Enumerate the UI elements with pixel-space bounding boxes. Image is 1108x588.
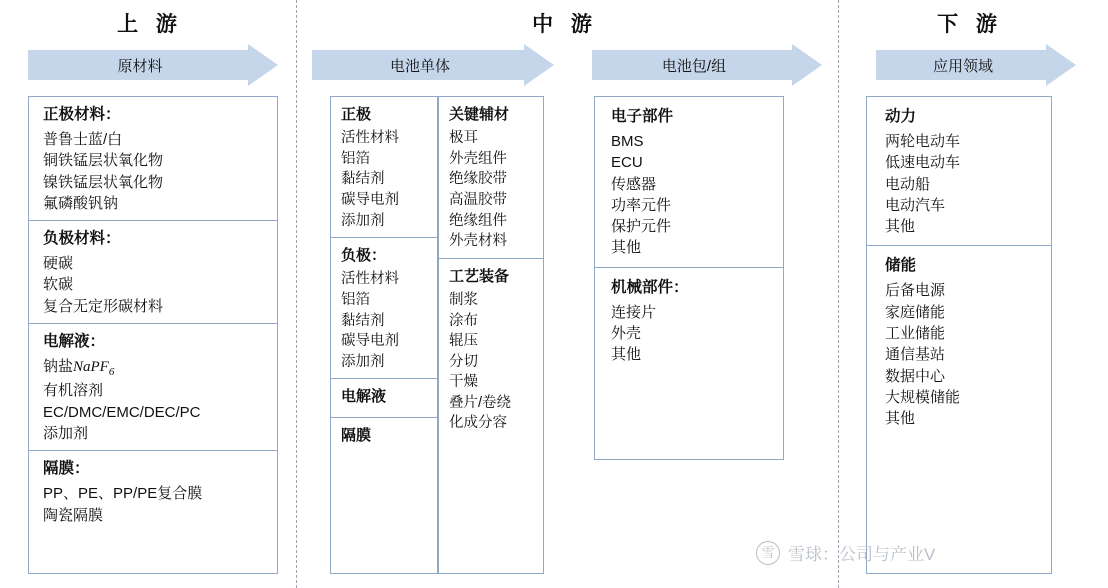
arrow-raw-material [28,44,278,86]
section-title: 电解液： [43,332,106,350]
arrow-head [524,44,554,86]
section-title: 负极材料： [43,230,121,248]
section-mechanical-components [595,267,783,374]
section-anode-material [29,220,277,323]
watermark-logo-icon: 雪 [756,541,780,565]
list-item: 其他 [885,410,916,428]
list-item: 添加剂 [341,212,385,229]
list-item: 其他 [885,218,916,236]
list-item: 其他 [611,239,642,257]
section-key-auxiliary-materials [439,97,543,258]
section-title: 储能 [885,257,917,275]
list-item: EC/DMC/EMC/DEC/PC [43,403,201,421]
section-electrolyte [29,323,277,450]
list-item: 铝箔 [341,291,370,308]
list-item: 工业储能 [885,324,946,342]
section-power-application [867,97,1051,245]
list-item: 制浆 [449,291,478,308]
list-item: 铜铁锰层状氧化物 [43,152,164,170]
section-title: 隔膜： [43,460,90,478]
list-item: 活性材料 [341,271,399,288]
section-title: 工艺装备 [449,267,510,285]
list-item: 极耳 [449,130,478,147]
arrow-head [248,44,278,86]
section-title: 动力 [885,108,917,125]
list-item: 碳导电剂 [341,191,399,208]
watermark [756,540,935,565]
list-item: 叠片/卷绕 [449,394,512,411]
list-item: 涂布 [449,312,478,329]
arrow-head [792,44,822,86]
list-item: 干燥 [449,374,478,391]
section-cell-anode [331,237,437,378]
section-title: 正极 [341,106,372,123]
panel-cell-components [330,96,438,574]
list-item: 电动船 [885,175,931,193]
list-item: 辊压 [449,333,478,350]
list-item: 有机溶剂 [43,382,104,400]
list-item: 通信基站 [885,346,946,364]
list-item: 铝箔 [341,150,370,167]
arrow-label-application: 应用领域 [932,57,993,75]
list-item: 化成分容 [449,415,507,432]
list-item: 分切 [449,353,478,370]
list-item: 软碳 [43,276,74,294]
section-title: 正极材料： [43,106,121,123]
panel-upstream [28,96,278,574]
list-item: 镍铁锰层状氧化物 [43,173,164,191]
list-item: 数据中心 [885,367,946,385]
section-cell-electrolyte [331,378,437,416]
list-item: 传感器 [611,175,657,193]
list-item: ECU [611,154,643,172]
arrow-label-cell: 电池单体 [389,57,450,75]
list-item: 绝缘胶带 [449,171,507,188]
list-item: 绝缘组件 [449,212,507,229]
list-item: 功率元件 [611,196,672,214]
column-title-upstream: 上 游 [117,13,183,36]
panel-key-materials [438,96,544,574]
list-item: 钠盐NaPF$_6$ [43,357,115,378]
arrow-head [1046,44,1076,86]
list-item: 其他 [611,346,642,364]
list-item: 黏结剂 [341,312,385,329]
arrow-pack [592,44,822,86]
list-item: 外壳材料 [449,233,507,250]
divider-upstream-midstream [296,0,297,588]
list-item: 两轮电动车 [885,132,961,150]
section-title: 关键辅材 [449,106,510,123]
watermark-text: 雪球：公司与产业V [788,545,936,564]
section-electronic-components [595,97,783,267]
list-item: 外壳 [611,324,642,342]
list-item: 家庭储能 [885,303,946,321]
list-item: 高温胶带 [449,191,507,208]
list-item: 后备电源 [885,282,946,300]
list-item: 普鲁士蓝/白 [43,130,123,148]
list-item: 大规模储能 [885,388,961,406]
section-title: 电子部件 [611,108,674,125]
section-cell-separator [331,417,437,455]
list-item: 黏结剂 [341,171,385,188]
arrow-label-pack: 电池包/组 [661,57,727,75]
list-item: 外壳组件 [449,150,507,167]
arrow-cell [312,44,554,86]
list-item: 连接片 [611,303,657,321]
section-title: 隔膜 [341,426,372,444]
list-item: BMS [611,132,644,150]
list-item: 复合无定形碳材料 [43,297,164,315]
list-item: 活性材料 [341,130,399,147]
section-cathode-material [29,97,277,220]
list-item: 硬碳 [43,255,74,273]
column-title-downstream: 下 游 [937,13,1003,36]
panel-battery-pack [594,96,784,460]
column-title-midstream: 中 游 [532,13,598,36]
section-process-equipment [439,258,543,440]
section-title: 负极： [341,247,387,265]
list-item: 碳导电剂 [341,333,399,350]
list-item: 低速电动车 [885,154,961,172]
divider-midstream-downstream [838,0,839,588]
section-energy-storage-application [867,245,1051,437]
section-separator [29,450,277,532]
section-cell-cathode [331,97,437,237]
section-title: 电解液 [341,388,387,406]
list-item: PP、PE、PP/PE复合膜 [43,485,203,503]
list-item: 保护元件 [611,218,672,236]
list-item: 电动汽车 [885,196,946,214]
list-item: 添加剂 [341,353,385,370]
panel-application [866,96,1052,574]
list-item: 氟磷酸钒钠 [43,194,119,212]
list-item: 添加剂 [43,425,89,443]
arrow-label-raw-material: 原材料 [117,57,163,75]
section-title: 机械部件： [611,278,689,296]
list-item: 陶瓷隔膜 [43,506,104,524]
arrow-application [876,44,1076,86]
